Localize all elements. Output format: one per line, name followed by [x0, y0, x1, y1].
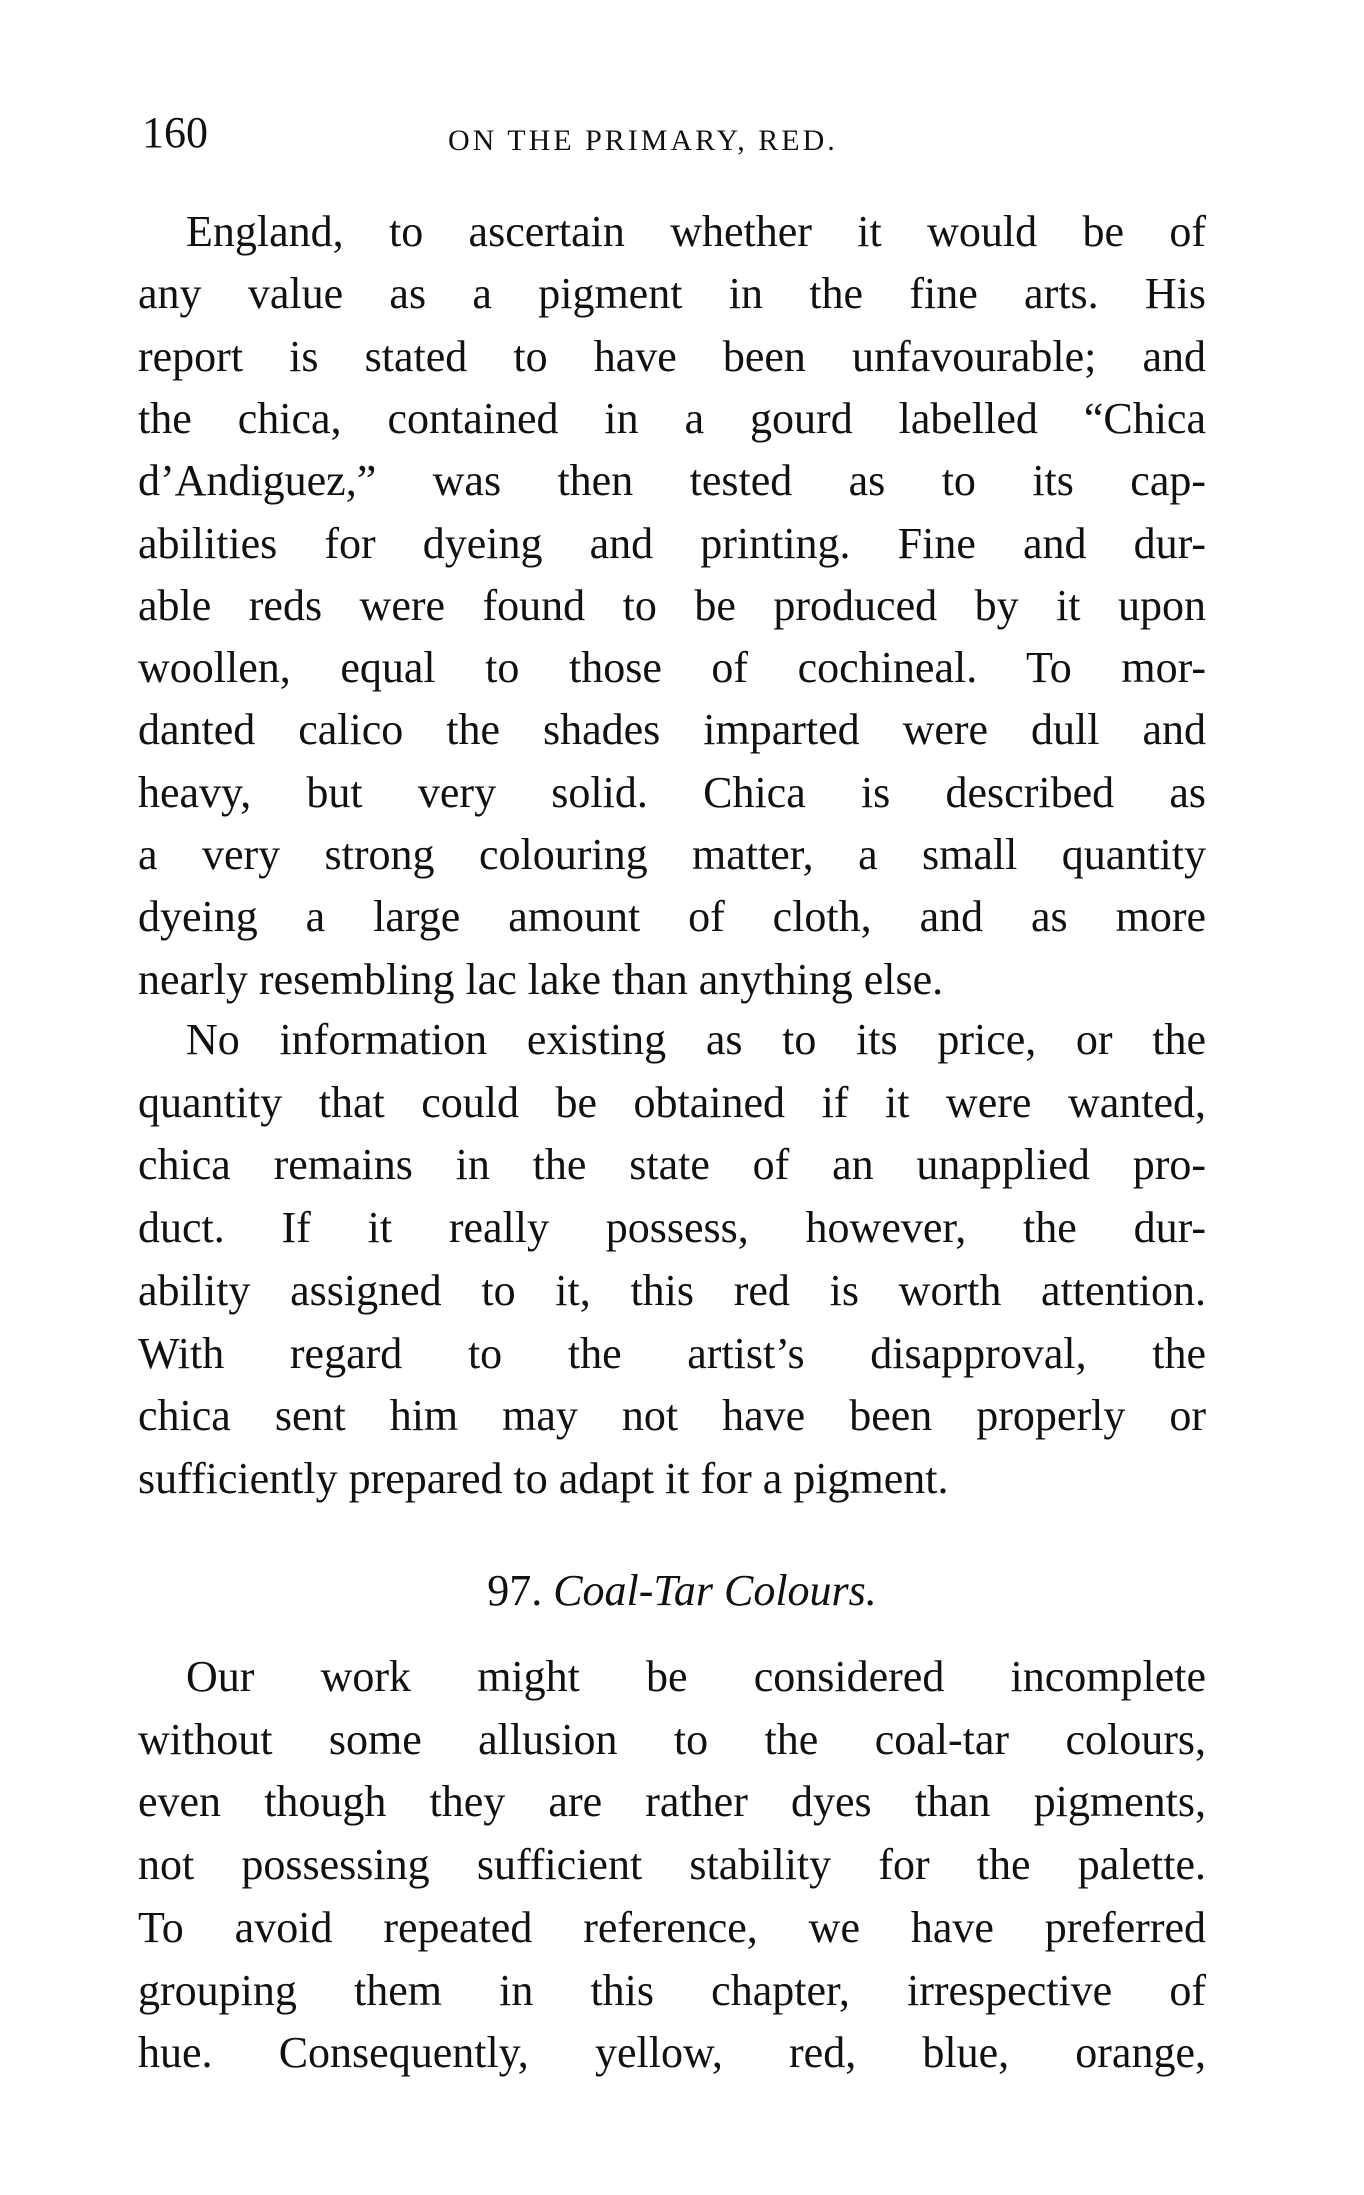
paragraph2-line [138, 1197, 1206, 1259]
page-number: 160 [142, 108, 208, 157]
line-text: Our work might be considered incomplete [186, 1652, 1206, 1701]
line-text: woollen, equal to those of cochineal. To mor- [138, 643, 1206, 693]
line-text: without some allusion to the coal-tar colours, [138, 1714, 1206, 1764]
line-text: With regard to the artist’s disapproval, the [138, 1328, 1206, 1378]
paragraph2-line [138, 1260, 1206, 1322]
paragraph2-line [186, 1009, 1206, 1071]
paragraph1-line [138, 263, 1206, 325]
line-text: report is stated to have been unfavourable; and [138, 331, 1206, 381]
line-text: able reds were found to be produced by it upon [138, 580, 1206, 630]
paragraph1-line [138, 513, 1206, 575]
line-text: No information existing as to its price, or the [186, 1015, 1206, 1064]
paragraph2-line [138, 1323, 1206, 1385]
line-text: abilities for dyeing and printing. Fine and dur- [138, 518, 1206, 568]
paragraph3-line [138, 1897, 1206, 1959]
line-text: England, to ascertain whether it would be of [186, 207, 1206, 256]
paragraph3-line [138, 2022, 1206, 2084]
paragraph1-line [138, 699, 1206, 761]
line-text: any value as a pigment in the fine arts. His [138, 269, 1206, 319]
paragraph2-line [138, 1072, 1206, 1134]
line-text: duct. If it really possess, however, the dur- [138, 1203, 1206, 1253]
paragraph1-line [138, 824, 1206, 886]
paragraph3-line [186, 1646, 1206, 1708]
paragraph1-line [138, 886, 1206, 948]
paragraph1-line [138, 949, 1206, 1011]
line-text: the chica, contained in a gourd labelled “Chica [138, 393, 1206, 443]
line-text: nearly resembling lac lake than anything else. [138, 954, 944, 1004]
line-text: d’Andiguez,” was then tested as to its cap- [138, 456, 1206, 506]
paragraph1-line [138, 637, 1206, 699]
line-text: danted calico the shades imparted were dull and [138, 705, 1206, 755]
paragraph2-line [138, 1385, 1206, 1447]
line-text: a very strong colouring matter, a small quantity [138, 830, 1206, 879]
line-text: chica sent him may not have been properly or [138, 1391, 1206, 1441]
paragraph2-line [138, 1448, 1206, 1510]
line-text: To avoid repeated reference, we have preferred [138, 1902, 1206, 1952]
section-heading [0, 1560, 1364, 1622]
paragraph3-line [138, 1834, 1206, 1896]
line-text: dyeing a large amount of cloth, and as more [138, 892, 1206, 942]
paragraph3-line [138, 1771, 1206, 1833]
line-text: not possessing sufficient stability for the palette. [138, 1840, 1206, 1890]
paragraph1-line [138, 575, 1206, 637]
line-text: even though they are rather dyes than pigments, [138, 1777, 1206, 1827]
paragraph1-line [138, 762, 1206, 824]
line-text: hue. Consequently, yellow, red, blue, orange, [138, 2028, 1206, 2078]
paragraph2-line [138, 1134, 1206, 1196]
line-text: ability assigned to it, this red is worth attention. [138, 1265, 1206, 1315]
running-title: ON THE PRIMARY, RED. [448, 124, 838, 157]
line-text: sufficiently prepared to adapt it for a pigment. [138, 1453, 949, 1503]
paragraph1-line [138, 450, 1206, 512]
paragraph1-line [138, 326, 1206, 388]
paragraph3-line [138, 1960, 1206, 2022]
line-text: quantity that could be obtained if it were wanted, [138, 1077, 1206, 1127]
line-text: chica remains in the state of an unapplied pro- [138, 1140, 1206, 1190]
section-title: Coal-Tar Colours. [553, 1566, 877, 1615]
section-number: 97. [487, 1566, 543, 1615]
paragraph1-line [186, 201, 1206, 263]
line-text: heavy, but very solid. Chica is described as [138, 767, 1206, 817]
paragraph3-line [138, 1709, 1206, 1771]
paragraph1-line [138, 388, 1206, 450]
line-text: grouping them in this chapter, irrespective of [138, 1965, 1206, 2015]
